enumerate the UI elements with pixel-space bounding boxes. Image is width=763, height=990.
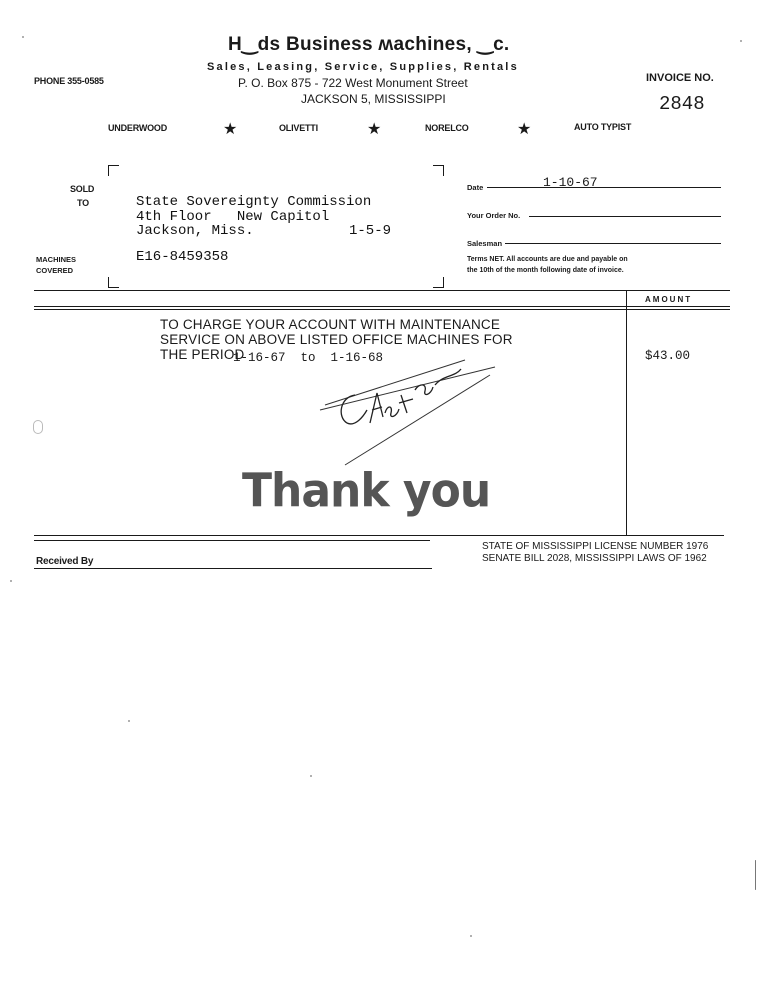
signature-drawing — [315, 355, 505, 470]
salesman-line — [505, 243, 721, 244]
scan-speck — [755, 860, 756, 890]
invoice-number: 2848 — [659, 93, 705, 115]
sold-label: SOLD — [70, 184, 95, 194]
phone-number: PHONE 355-0585 — [34, 76, 104, 86]
scan-speck — [10, 580, 12, 582]
order-label: Your Order No. — [467, 211, 521, 220]
scan-speck — [33, 420, 43, 434]
machines-label: MACHINES — [36, 255, 77, 264]
bracket-corner-top-right — [433, 165, 444, 176]
terms-line-1: Terms NET. All accounts are due and payable on — [467, 256, 628, 263]
customer-address: 4th Floor New Capitol — [136, 209, 330, 225]
company-tagline: Sales, Leasing, Service, Supplies, Rentals — [207, 61, 519, 73]
scan-speck — [128, 720, 130, 722]
customer-name: State Sovereignty Commission — [136, 194, 372, 210]
item-line-1: TO CHARGE YOUR ACCOUNT WITH MAINTENANCE — [160, 317, 501, 332]
customer-code: 1-5-9 — [349, 223, 392, 239]
item-line-2: SERVICE ON ABOVE LISTED OFFICE MACHINES FOR — [160, 332, 513, 347]
scan-speck — [22, 36, 24, 38]
scan-speck — [470, 935, 472, 937]
brand-olivetti: OLIVETTI — [279, 123, 318, 133]
brand-underwood: UNDERWOOD — [108, 123, 168, 133]
amount-header: AMOUNT — [645, 295, 693, 304]
date-line — [487, 187, 721, 188]
star-icon: ★ — [223, 121, 238, 138]
bracket-corner-bottom-right — [433, 277, 444, 288]
star-icon: ★ — [517, 121, 532, 138]
scan-speck — [310, 775, 312, 777]
bracket-corner-bottom-left — [108, 277, 119, 288]
terms-line-2: the 10th of the month following date of invoice. — [467, 267, 624, 274]
bracket-corner-top-left — [108, 165, 119, 176]
license-line-1: STATE OF MISSISSIPPI LICENSE NUMBER 1976 — [482, 541, 709, 552]
company-city: JACKSON 5, MISSISSIPPI — [301, 92, 446, 106]
salesman-label: Salesman — [467, 239, 503, 248]
brand-norelco: NORELCO — [425, 123, 469, 133]
customer-city: Jackson, Miss. — [136, 223, 254, 239]
machine-serial: E16-8459358 — [136, 249, 229, 265]
amount-value: $43.00 — [645, 349, 691, 363]
item-line-3-prefix: THE PERIOD — [160, 347, 245, 362]
invoice-label: INVOICE NO. — [646, 72, 714, 84]
star-icon: ★ — [367, 121, 382, 138]
company-address: P. O. Box 875 - 722 West Monument Street — [238, 76, 468, 90]
date-value: 1-10-67 — [543, 175, 598, 190]
thank-you-stamp: Thank you — [242, 464, 491, 519]
scan-speck — [740, 40, 742, 42]
date-label: Date — [467, 183, 484, 192]
brand-auto-typist: AUTO TYPIST — [574, 122, 632, 132]
table-bottom-rule-2 — [34, 540, 430, 541]
covered-label: COVERED — [36, 266, 74, 275]
company-name: H‿ds Business ʍachines, ‿c. — [228, 34, 510, 55]
service-period: 1-16-67 to 1-16-68 — [233, 351, 384, 365]
to-label: TO — [77, 198, 89, 208]
order-line — [529, 216, 721, 217]
received-by-line — [34, 568, 432, 569]
received-by-label: Received By — [36, 556, 94, 567]
amount-column-rule — [626, 290, 627, 535]
license-line-2: SENATE BILL 2028, MISSISSIPPI LAWS OF 1962 — [482, 553, 707, 564]
table-bottom-rule — [34, 535, 724, 536]
